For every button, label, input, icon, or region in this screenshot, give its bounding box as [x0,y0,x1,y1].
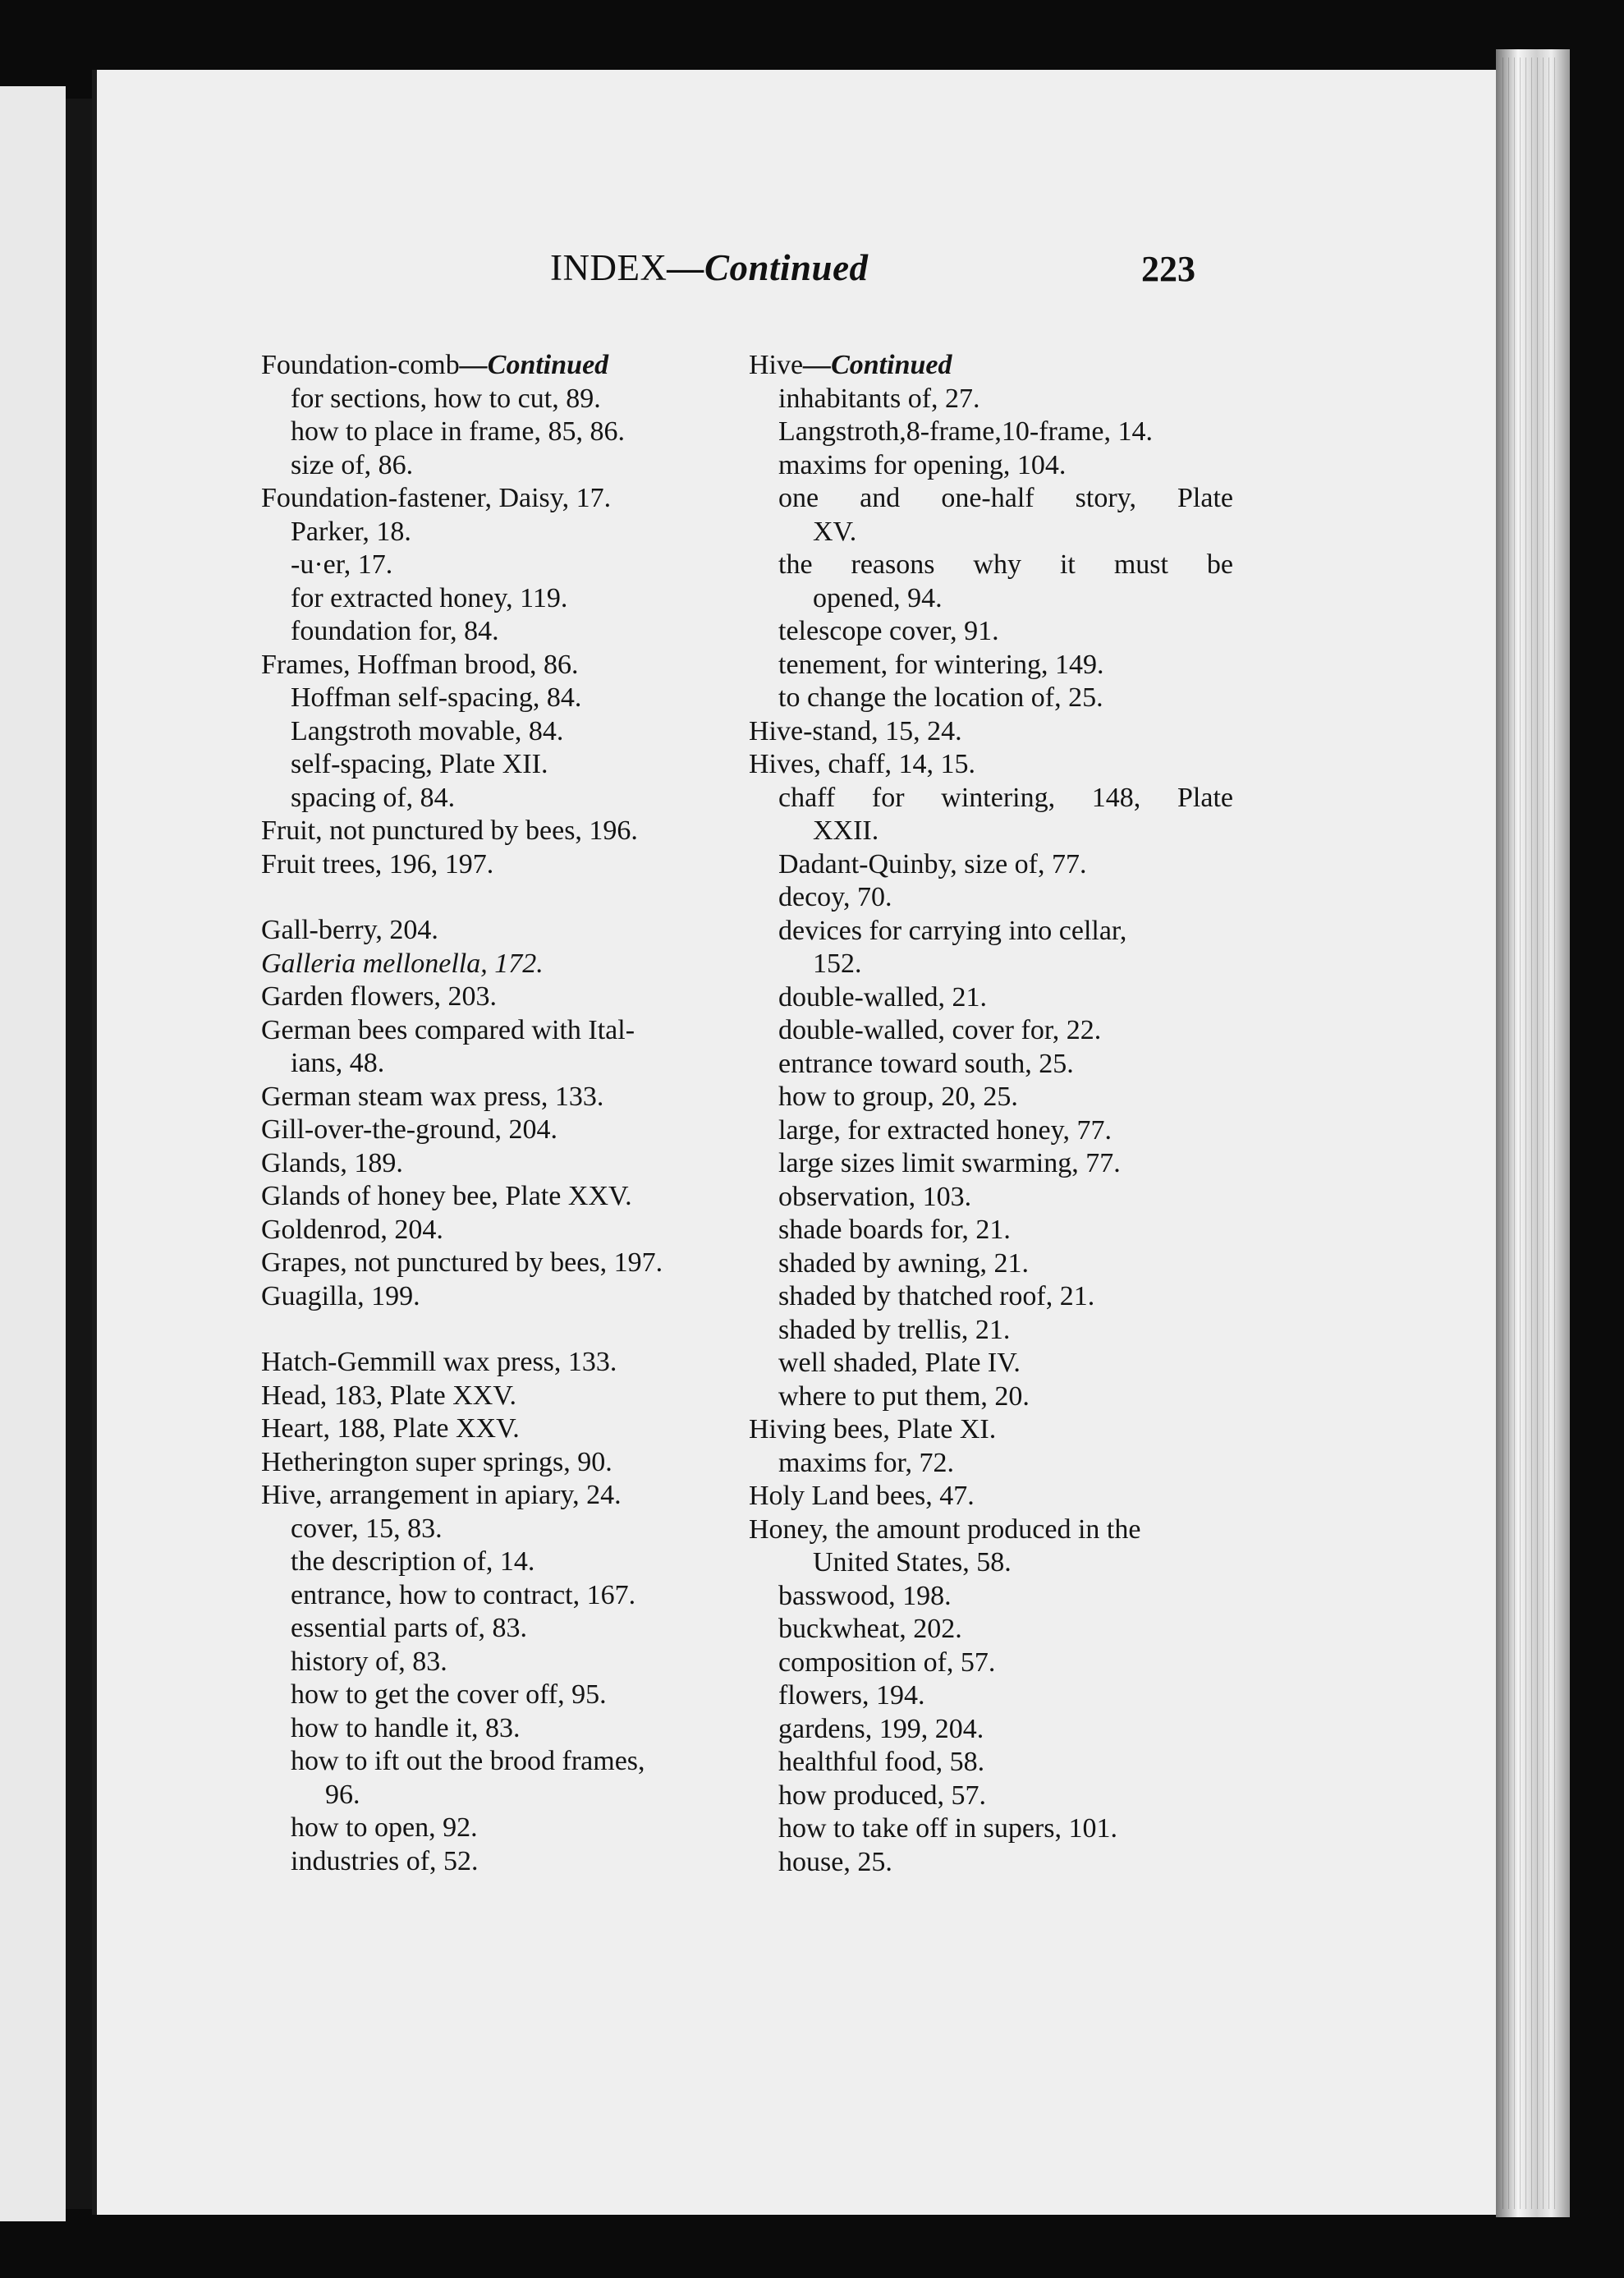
index-entry-text: Frames, Hoffman brood, 86. [261,649,579,680]
index-entry-text: house, 25. [778,1846,892,1877]
index-entry [261,482,787,516]
index-entry-text: -u·er, 17. [291,549,393,580]
running-head-title: INDEX [550,247,667,288]
index-entry-text: Foundation-fastener, Daisy, 17. [261,483,612,513]
index-entry [749,549,1233,582]
index-entry-text: how to handle it, 83. [291,1712,521,1743]
index-entry [261,549,787,582]
index-entry [749,1580,1233,1614]
index-entry-text: Guagilla, 199. [261,1280,420,1311]
index-entry [261,1579,787,1613]
index-entry [261,914,787,948]
index-entry [261,516,787,549]
index-entry [261,748,787,782]
index-entry [749,682,1233,715]
index-entry-text: Dadant-Quinby, size of, 77. [778,848,1087,880]
index-entry [749,948,1233,981]
index-entry-text: spacing of, 84. [291,782,456,813]
index-entry [261,1380,787,1413]
index-entry [749,1713,1233,1747]
index-entry-text: how produced, 57. [778,1780,987,1811]
index-entry-text: Fruit trees, 196, 197. [261,848,494,880]
index-entry [749,615,1233,649]
index-entry [749,981,1233,1015]
index-entry [749,1746,1233,1780]
index-entry-text: Hatch-Gemmill wax press, 133. [261,1347,617,1377]
index-entry [749,848,1233,882]
index-entry [749,1480,1233,1513]
index-entry-text: basswood, 198. [778,1580,952,1611]
index-entry [261,1114,787,1147]
index-entry [749,582,1233,616]
index-entry-text: Hive [749,350,804,380]
index-entry [261,815,787,848]
index-entry-text: ians, 48. [291,1048,385,1078]
index-entry [749,1613,1233,1646]
index-column-left [261,349,787,1878]
page-number: 223 [1141,249,1195,289]
index-entry-text: shaded by awning, 21. [778,1247,1030,1279]
index-entry-text: chaff for wintering, 148, Plate [778,782,1233,813]
index-entry-text: where to put them, 20. [778,1380,1030,1412]
index-entry-text: German bees compared with Ital- [261,1014,635,1045]
index-entry-text: buckwheat, 202. [778,1614,962,1644]
index-entry [749,482,1233,516]
index-entry [749,748,1233,782]
index-entry [749,1846,1233,1880]
index-entry-text: to change the location of, 25. [778,682,1103,713]
index-entry [749,1314,1233,1348]
index-entry-text: how to group, 20, 25. [778,1082,1018,1112]
index-entry [749,1280,1233,1314]
index-entry-text: inhabitants of, 27. [778,383,980,414]
index-entry [261,615,787,649]
page-block-lines [1502,57,1560,2209]
index-entry-text: 152. [813,948,862,979]
index-entry-text: Hive, arrangement in apiary, 24. [261,1480,622,1510]
index-entry-text: how to ift out the brood frames, [291,1746,645,1776]
index-entry [261,948,787,981]
index-entry-text: Hives, chaff, 14, 15. [749,749,976,779]
index-entry [261,1081,787,1114]
index-entry [261,1779,787,1812]
index-entry-text: Heart, 188, Plate XXV. [261,1413,520,1444]
index-entry [749,1413,1233,1447]
index-entry-text: large, for extracted honey, 77. [778,1114,1112,1146]
index-entry [261,682,787,715]
index-entry-continued: —Continued [459,350,609,380]
index-entry [749,1780,1233,1813]
index-entry-text: Hiving bees, Plate XI. [749,1414,997,1444]
index-entry [261,349,787,383]
index-entry-text: Parker, 18. [291,516,411,547]
index-entry [261,1545,787,1579]
index-entry-text: Hoffman self-spacing, 84. [291,682,582,713]
index-entry [261,981,787,1014]
index-entry [261,1479,787,1513]
index-entry [261,1014,787,1048]
index-entry [261,1679,787,1712]
index-entry [261,1180,787,1214]
index-entry-text: the reasons why it must be [778,549,1233,580]
index-entry [749,649,1233,682]
index-entry-text: one and one-half story, Plate [778,483,1233,513]
index-entry-text: telescope cover, 91. [778,616,999,646]
index-entry [261,1214,787,1247]
index-entry-text: well shaded, Plate IV. [778,1348,1021,1378]
index-entry [261,715,787,749]
index-entry [261,1446,787,1480]
index-entry-continued: —Continued [803,350,952,380]
index-entry [749,1546,1233,1580]
index-entry-text: how to open, 92. [291,1812,478,1843]
index-entry-text: how to take off in supers, 101. [778,1813,1117,1844]
index-entry [261,416,787,449]
index-entry [261,1812,787,1845]
index-entry-text: Galleria mellonella, 172. [261,948,544,979]
index-entry [749,416,1233,449]
index-entry-text: Holy Land bees, 47. [749,1481,975,1511]
index-entry [749,1048,1233,1082]
index-entry [261,582,787,616]
index-entry-text: United States, 58. [813,1547,1012,1578]
index-entry-text: shaded by trellis, 21. [778,1314,1011,1345]
index-entry [749,383,1233,416]
index-entry [749,1081,1233,1114]
index-entry [261,848,787,882]
index-entry-text: tenement, for wintering, 149. [778,649,1104,680]
index-entry [749,449,1233,483]
index-entry-text: Hetherington super springs, 90. [261,1446,612,1477]
index-entry-text: Gall-berry, 204. [261,915,438,945]
index-entry [749,1147,1233,1181]
index-entry-text: cover, 15, 83. [291,1513,443,1544]
index-entry-text: for extracted honey, 119. [291,582,568,613]
index-entry [261,1346,787,1380]
index-entry [749,1247,1233,1281]
index-entry-text: Langstroth movable, 84. [291,715,564,746]
index-entry-text: XV. [813,516,857,547]
index-entry-text: healthful food, 58. [778,1747,985,1777]
index-entry [261,1280,787,1314]
index-entry [261,1646,787,1679]
index-entry-text: German steam wax press, 133. [261,1081,604,1112]
index-entry [749,1347,1233,1380]
index-entry [749,1513,1233,1547]
index-entry [749,516,1233,549]
index-entry-text: essential parts of, 83. [291,1613,527,1643]
running-head [550,246,869,289]
index-entry-text: how to get the cover off, 95. [291,1679,607,1710]
index-entry [261,1845,787,1879]
index-entry-text: double-walled, cover for, 22. [778,1015,1102,1045]
index-entry-text: decoy, 70. [778,882,892,912]
index-entry [261,1513,787,1546]
index-entry [749,349,1233,383]
index-entry-text: Fruit, not punctured by bees, 196. [261,815,638,846]
index-entry [261,1712,787,1746]
index-entry-text: maxims for, 72. [778,1447,954,1478]
index-entry-text: entrance toward south, 25. [778,1048,1074,1079]
index-entry [749,1214,1233,1247]
index-entry-text: observation, 103. [778,1181,972,1212]
index-entry-text: Head, 183, Plate XXV. [261,1380,516,1411]
index-entry [261,383,787,416]
index-entry [749,1380,1233,1414]
index-entry-text: Glands, 189. [261,1147,403,1178]
index-entry [261,1412,787,1446]
index-entry-text: double-walled, 21. [778,981,987,1013]
index-entry-text: XXII. [813,815,879,846]
index-column-right [749,349,1233,1879]
index-entry [749,881,1233,915]
index-entry [749,715,1233,749]
index-entry [261,1612,787,1646]
index-entry [749,782,1233,815]
index-entry-text: composition of, 57. [778,1646,996,1678]
index-entry-text: self-spacing, Plate XII. [291,749,548,779]
index-entry [749,1679,1233,1713]
index-entry-text: gardens, 199, 204. [778,1713,984,1744]
index-entry [261,649,787,682]
index-entry-text: shade boards for, 21. [778,1215,1011,1245]
index-entry-text: Gill-over-the-ground, 204. [261,1114,557,1145]
index-entry [261,1745,787,1779]
index-entry-text: size of, 86. [291,449,414,480]
index-entry-text: Glands of honey bee, Plate XXV. [261,1181,632,1211]
index-entry [261,1047,787,1081]
index-entry-text: Langstroth,8-frame,10-frame, 14. [778,416,1153,447]
index-entry-text: opened, 94. [813,582,943,613]
index-entry [261,1247,787,1280]
index-entry-text: Garden flowers, 203. [261,981,498,1012]
index-entry [749,815,1233,848]
index-entry [749,1014,1233,1048]
index-entry [749,1181,1233,1215]
index-entry-text: the description of, 14. [291,1546,535,1577]
index-entry-text: foundation for, 84. [291,616,499,646]
running-head-suffix: —Continued [667,247,869,288]
index-entry-text: how to place in frame, 85, 86. [291,416,625,447]
index-entry [749,915,1233,948]
index-entry-text: devices for carrying into cellar, [778,915,1127,946]
index-entry [749,1447,1233,1481]
index-entry [749,1812,1233,1846]
index-entry [261,782,787,815]
index-entry-text: Foundation-comb [261,350,460,380]
index-entry-text: 96. [325,1779,360,1810]
index-entry-text: for sections, how to cut, 89. [291,383,601,414]
index-entry [261,1147,787,1181]
index-entry-text: Hive-stand, 15, 24. [749,715,962,746]
index-entry-text: shaded by thatched roof, 21. [778,1281,1095,1311]
index-entry-text: history of, 83. [291,1646,447,1677]
index-entry-text: maxims for opening, 104. [778,449,1067,480]
index-entry-text: Goldenrod, 204. [261,1214,443,1245]
index-entry [749,1114,1233,1148]
index-entry-text: entrance, how to contract, 167. [291,1579,636,1610]
index-entry [749,1646,1233,1680]
index-entry-text: Grapes, not punctured by bees, 197. [261,1247,663,1278]
index-entry-text: flowers, 194. [778,1680,925,1711]
index-entry-text: large sizes limit swarming, 77. [778,1148,1121,1178]
adjacent-page-edge [0,86,66,2221]
index-entry-text: industries of, 52. [291,1845,479,1876]
index-entry-text: Honey, the amount produced in the [749,1513,1141,1545]
index-entry [261,449,787,483]
